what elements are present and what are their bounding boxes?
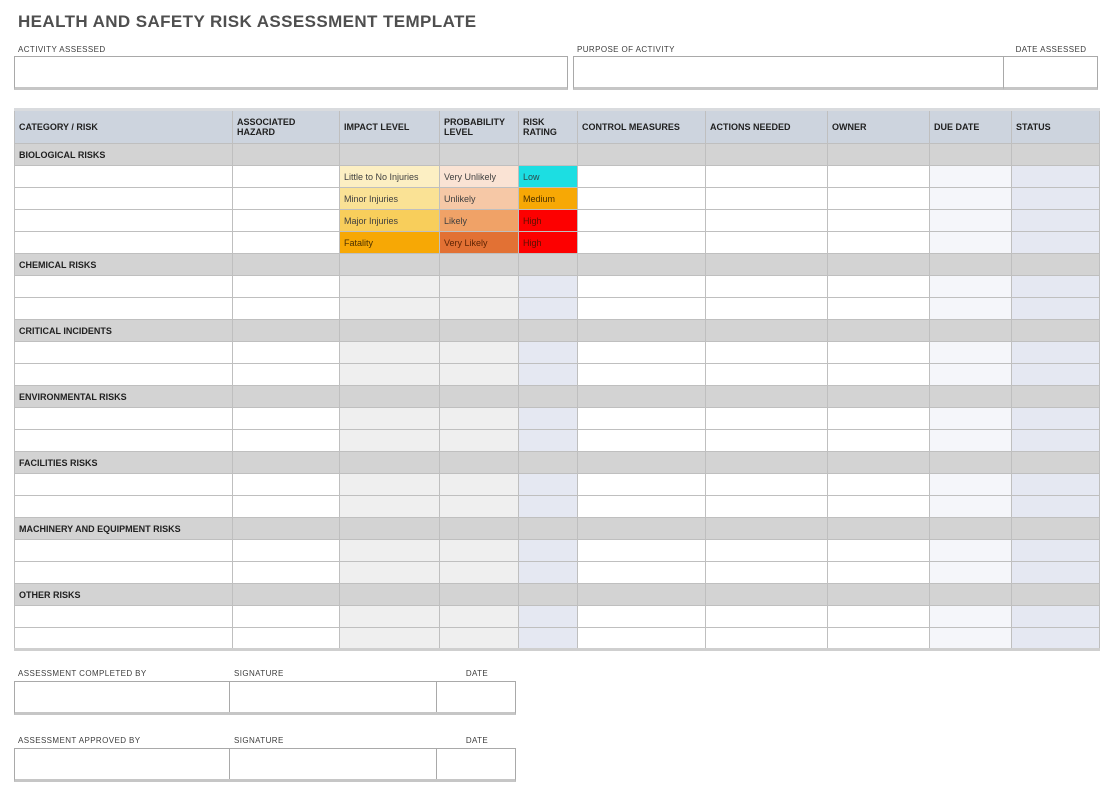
section-title-cell: CHEMICAL RISKS	[15, 254, 233, 276]
section-cell	[828, 584, 930, 606]
signature-label: SIGNATURE	[234, 669, 284, 678]
cell-risk-rating[interactable]: Medium	[519, 188, 578, 210]
section-cell	[519, 452, 578, 474]
cell-hazard[interactable]	[233, 474, 340, 496]
section-row-facilities	[15, 452, 1100, 474]
cell-owner[interactable]	[828, 298, 930, 320]
cell-control-measures[interactable]	[578, 210, 706, 232]
cell-control-measures[interactable]	[578, 188, 706, 210]
cell-owner[interactable]	[828, 474, 930, 496]
risk-row	[15, 474, 1100, 496]
column-header-due-date: DUE DATE	[930, 110, 1012, 144]
column-header-impact-level: IMPACT LEVEL	[340, 110, 440, 144]
cell-probability-level[interactable]	[440, 628, 519, 650]
section-cell	[1012, 518, 1100, 540]
table-header-row	[15, 110, 1100, 144]
cell-status[interactable]	[1012, 210, 1100, 232]
section-cell	[1012, 320, 1100, 342]
cell-due-date[interactable]	[930, 342, 1012, 364]
cell-category[interactable]	[15, 364, 233, 386]
cell-owner[interactable]	[828, 364, 930, 386]
section-cell	[930, 584, 1012, 606]
cell-actions-needed[interactable]	[706, 430, 828, 452]
cell-impact-level[interactable]: Minor Injuries	[340, 188, 440, 210]
assessment-completed-block	[14, 669, 516, 715]
section-cell	[233, 518, 340, 540]
section-cell	[706, 452, 828, 474]
cell-owner[interactable]	[828, 606, 930, 628]
cell-owner[interactable]	[828, 276, 930, 298]
cell-control-measures[interactable]	[578, 342, 706, 364]
cell-probability-level[interactable]	[440, 606, 519, 628]
section-cell	[706, 144, 828, 166]
cell-hazard[interactable]	[233, 232, 340, 254]
section-cell	[340, 518, 440, 540]
cell-probability-level[interactable]	[440, 408, 519, 430]
cell-category[interactable]	[15, 342, 233, 364]
section-row-biological	[15, 144, 1100, 166]
section-cell	[233, 254, 340, 276]
cell-category[interactable]	[15, 210, 233, 232]
cell-control-measures[interactable]	[578, 364, 706, 386]
cell-owner[interactable]	[828, 408, 930, 430]
cell-probability-level[interactable]	[440, 474, 519, 496]
section-row-critical-incidents	[15, 320, 1100, 342]
section-cell	[578, 584, 706, 606]
section-row-environmental	[15, 386, 1100, 408]
column-header-probability-level: PROBABILITY LEVEL	[440, 110, 519, 144]
cell-owner[interactable]	[828, 540, 930, 562]
section-cell	[828, 386, 930, 408]
cell-status[interactable]	[1012, 562, 1100, 584]
cell-status[interactable]	[1012, 606, 1100, 628]
section-title-cell: MACHINERY AND EQUIPMENT RISKS	[15, 518, 233, 540]
cell-risk-rating[interactable]	[519, 276, 578, 298]
cell-control-measures[interactable]	[578, 430, 706, 452]
cell-category[interactable]	[15, 166, 233, 188]
cell-category[interactable]	[15, 628, 233, 650]
section-cell	[578, 518, 706, 540]
cell-actions-needed[interactable]	[706, 298, 828, 320]
risk-assessment-table	[14, 108, 1100, 651]
section-cell	[233, 452, 340, 474]
cell-actions-needed[interactable]	[706, 342, 828, 364]
cell-due-date[interactable]	[930, 430, 1012, 452]
cell-risk-rating[interactable]: High	[519, 232, 578, 254]
cell-owner[interactable]	[828, 188, 930, 210]
section-title-cell: OTHER RISKS	[15, 584, 233, 606]
cell-control-measures[interactable]	[578, 276, 706, 298]
section-cell	[519, 320, 578, 342]
section-cell	[706, 320, 828, 342]
cell-risk-rating[interactable]	[519, 474, 578, 496]
cell-impact-level[interactable]	[340, 276, 440, 298]
cell-probability-level[interactable]	[440, 430, 519, 452]
section-cell	[340, 386, 440, 408]
approved-signature-box	[14, 748, 516, 782]
cell-category[interactable]	[15, 562, 233, 584]
cell-control-measures[interactable]	[578, 298, 706, 320]
cell-risk-rating[interactable]	[519, 496, 578, 518]
cell-category[interactable]	[15, 606, 233, 628]
section-title-cell: BIOLOGICAL RISKS	[15, 144, 233, 166]
completed-date-field[interactable]	[437, 682, 513, 712]
cell-actions-needed[interactable]	[706, 540, 828, 562]
section-title-cell: CRITICAL INCIDENTS	[15, 320, 233, 342]
cell-status[interactable]	[1012, 232, 1100, 254]
section-cell	[828, 518, 930, 540]
cell-impact-level[interactable]	[340, 408, 440, 430]
cell-owner[interactable]	[828, 210, 930, 232]
cell-due-date[interactable]	[930, 562, 1012, 584]
risk-row	[15, 188, 1100, 210]
section-cell	[440, 584, 519, 606]
cell-owner[interactable]	[828, 342, 930, 364]
cell-hazard[interactable]	[233, 540, 340, 562]
risk-row	[15, 364, 1100, 386]
cell-due-date[interactable]	[930, 540, 1012, 562]
cell-status[interactable]	[1012, 276, 1100, 298]
cell-hazard[interactable]	[233, 628, 340, 650]
assessment-approved-by-label: ASSESSMENT APPROVED BY	[18, 736, 141, 745]
cell-actions-needed[interactable]	[706, 364, 828, 386]
cell-impact-level[interactable]	[340, 628, 440, 650]
risk-row	[15, 496, 1100, 518]
section-cell	[578, 386, 706, 408]
column-header-category-risk: CATEGORY / RISK	[15, 110, 233, 144]
section-row-other	[15, 584, 1100, 606]
cell-status[interactable]	[1012, 496, 1100, 518]
cell-due-date[interactable]	[930, 276, 1012, 298]
cell-hazard[interactable]	[233, 606, 340, 628]
cell-status[interactable]	[1012, 166, 1100, 188]
purpose-of-activity-field-group	[573, 45, 1004, 90]
risk-row	[15, 342, 1100, 364]
column-header-status: STATUS	[1012, 110, 1100, 144]
cell-actions-needed[interactable]	[706, 188, 828, 210]
cell-control-measures[interactable]	[578, 628, 706, 650]
risk-row	[15, 166, 1100, 188]
cell-actions-needed[interactable]	[706, 562, 828, 584]
cell-status[interactable]	[1012, 364, 1100, 386]
cell-control-measures[interactable]	[578, 474, 706, 496]
cell-actions-needed[interactable]	[706, 496, 828, 518]
cell-impact-level[interactable]	[340, 496, 440, 518]
approved-date-field[interactable]	[437, 749, 513, 779]
section-cell	[706, 584, 828, 606]
cell-probability-level[interactable]	[440, 342, 519, 364]
page-title: HEALTH AND SAFETY RISK ASSESSMENT TEMPLATE	[18, 12, 477, 31]
section-cell	[233, 584, 340, 606]
column-header-risk-rating: RISK RATING	[519, 110, 578, 144]
cell-due-date[interactable]	[930, 298, 1012, 320]
section-row-chemical	[15, 254, 1100, 276]
cell-owner[interactable]	[828, 232, 930, 254]
cell-actions-needed[interactable]	[706, 474, 828, 496]
approved-labels-row	[14, 736, 516, 748]
section-cell	[440, 254, 519, 276]
completed-signature-field[interactable]	[230, 682, 437, 712]
cell-hazard[interactable]	[233, 364, 340, 386]
cell-owner[interactable]	[828, 430, 930, 452]
section-cell	[828, 144, 930, 166]
cell-due-date[interactable]	[930, 232, 1012, 254]
column-header-associated-hazard: ASSOCIATED HAZARD	[233, 110, 340, 144]
risk-row	[15, 562, 1100, 584]
cell-control-measures[interactable]	[578, 562, 706, 584]
cell-status[interactable]	[1012, 188, 1100, 210]
date-label: DATE	[465, 669, 489, 678]
cell-actions-needed[interactable]	[706, 232, 828, 254]
section-cell	[440, 452, 519, 474]
section-cell	[828, 254, 930, 276]
cell-probability-level[interactable]	[440, 540, 519, 562]
column-header-owner: OWNER	[828, 110, 930, 144]
cell-due-date[interactable]	[930, 496, 1012, 518]
assessment-completed-by-label: ASSESSMENT COMPLETED BY	[18, 669, 147, 678]
section-cell	[930, 320, 1012, 342]
section-cell	[519, 584, 578, 606]
cell-impact-level[interactable]	[340, 606, 440, 628]
activity-assessed-label: ACTIVITY ASSESSED	[18, 45, 106, 54]
cell-impact-level[interactable]	[340, 562, 440, 584]
cell-control-measures[interactable]	[578, 496, 706, 518]
section-cell	[578, 254, 706, 276]
cell-actions-needed[interactable]	[706, 408, 828, 430]
cell-status[interactable]	[1012, 342, 1100, 364]
completed-labels-row	[14, 669, 516, 681]
cell-risk-rating[interactable]: High	[519, 210, 578, 232]
approved-signature-field[interactable]	[230, 749, 437, 779]
cell-probability-level[interactable]	[440, 364, 519, 386]
cell-probability-level[interactable]	[440, 562, 519, 584]
cell-hazard[interactable]	[233, 562, 340, 584]
cell-due-date[interactable]	[930, 166, 1012, 188]
cell-category[interactable]	[15, 540, 233, 562]
column-header-control-measures: CONTROL MEASURES	[578, 110, 706, 144]
section-cell	[233, 320, 340, 342]
cell-risk-rating[interactable]	[519, 298, 578, 320]
section-cell	[930, 386, 1012, 408]
risk-row	[15, 298, 1100, 320]
cell-status[interactable]	[1012, 474, 1100, 496]
section-cell	[1012, 144, 1100, 166]
cell-impact-level[interactable]	[340, 474, 440, 496]
risk-row	[15, 606, 1100, 628]
cell-actions-needed[interactable]	[706, 210, 828, 232]
section-cell	[1012, 254, 1100, 276]
cell-category[interactable]	[15, 496, 233, 518]
cell-risk-rating[interactable]	[519, 606, 578, 628]
section-row-machinery-equipment	[15, 518, 1100, 540]
cell-due-date[interactable]	[930, 606, 1012, 628]
cell-due-date[interactable]	[930, 210, 1012, 232]
cell-category[interactable]	[15, 232, 233, 254]
section-cell	[930, 452, 1012, 474]
cell-probability-level[interactable]: Very Likely	[440, 232, 519, 254]
section-cell	[519, 386, 578, 408]
cell-control-measures[interactable]	[578, 166, 706, 188]
date-assessed-label: DATE ASSESSED	[1015, 45, 1087, 54]
cell-category[interactable]	[15, 188, 233, 210]
signature-label: SIGNATURE	[234, 736, 284, 745]
cell-owner[interactable]	[828, 562, 930, 584]
cell-control-measures[interactable]	[578, 606, 706, 628]
section-cell	[233, 144, 340, 166]
section-cell	[519, 144, 578, 166]
cell-impact-level[interactable]: Little to No Injuries	[340, 166, 440, 188]
cell-risk-rating[interactable]	[519, 628, 578, 650]
section-title-cell: ENVIRONMENTAL RISKS	[15, 386, 233, 408]
cell-hazard[interactable]	[233, 496, 340, 518]
cell-hazard[interactable]	[233, 210, 340, 232]
cell-hazard[interactable]	[233, 430, 340, 452]
section-cell	[578, 452, 706, 474]
cell-status[interactable]	[1012, 430, 1100, 452]
section-cell	[1012, 452, 1100, 474]
cell-risk-rating[interactable]	[519, 408, 578, 430]
cell-control-measures[interactable]	[578, 408, 706, 430]
section-cell	[440, 144, 519, 166]
cell-probability-level[interactable]	[440, 276, 519, 298]
cell-hazard[interactable]	[233, 408, 340, 430]
section-cell	[440, 386, 519, 408]
cell-hazard[interactable]	[233, 166, 340, 188]
cell-hazard[interactable]	[233, 298, 340, 320]
cell-risk-rating[interactable]	[519, 364, 578, 386]
cell-probability-level[interactable]	[440, 496, 519, 518]
cell-impact-level[interactable]	[340, 298, 440, 320]
cell-status[interactable]	[1012, 298, 1100, 320]
cell-owner[interactable]	[828, 628, 930, 650]
completed-signature-box	[14, 681, 516, 715]
section-title-cell: FACILITIES RISKS	[15, 452, 233, 474]
cell-owner[interactable]	[828, 166, 930, 188]
top-fields	[14, 45, 1098, 90]
section-cell	[930, 254, 1012, 276]
risk-row	[15, 430, 1100, 452]
section-cell	[578, 144, 706, 166]
assessment-approved-block	[14, 736, 516, 782]
cell-impact-level[interactable]: Fatality	[340, 232, 440, 254]
cell-hazard[interactable]	[233, 188, 340, 210]
risk-row	[15, 628, 1100, 650]
cell-risk-rating[interactable]	[519, 342, 578, 364]
cell-actions-needed[interactable]	[706, 628, 828, 650]
risk-row	[15, 210, 1100, 232]
section-cell	[340, 254, 440, 276]
purpose-of-activity-input[interactable]	[573, 56, 1004, 90]
section-cell	[828, 320, 930, 342]
cell-impact-level[interactable]	[340, 364, 440, 386]
cell-impact-level[interactable]	[340, 430, 440, 452]
risk-row	[15, 408, 1100, 430]
cell-impact-level[interactable]: Major Injuries	[340, 210, 440, 232]
cell-due-date[interactable]	[930, 628, 1012, 650]
cell-risk-rating[interactable]: Low	[519, 166, 578, 188]
cell-hazard[interactable]	[233, 342, 340, 364]
section-cell	[340, 144, 440, 166]
section-cell	[440, 518, 519, 540]
section-cell	[578, 320, 706, 342]
cell-category[interactable]	[15, 276, 233, 298]
date-label: DATE	[465, 736, 489, 745]
section-cell	[706, 518, 828, 540]
section-cell	[1012, 584, 1100, 606]
section-cell	[233, 386, 340, 408]
section-cell	[706, 386, 828, 408]
risk-row	[15, 276, 1100, 298]
cell-impact-level[interactable]	[340, 540, 440, 562]
activity-assessed-field-group	[14, 45, 568, 90]
section-cell	[440, 320, 519, 342]
cell-risk-rating[interactable]	[519, 430, 578, 452]
approved-by-field[interactable]	[15, 749, 230, 779]
cell-due-date[interactable]	[930, 364, 1012, 386]
section-cell	[828, 452, 930, 474]
cell-probability-level[interactable]: Very Unlikely	[440, 166, 519, 188]
risk-row	[15, 232, 1100, 254]
cell-risk-rating[interactable]	[519, 562, 578, 584]
section-cell	[930, 144, 1012, 166]
cell-status[interactable]	[1012, 628, 1100, 650]
completed-by-field[interactable]	[15, 682, 230, 712]
risk-row	[15, 540, 1100, 562]
cell-probability-level[interactable]: Likely	[440, 210, 519, 232]
section-cell	[519, 518, 578, 540]
cell-actions-needed[interactable]	[706, 606, 828, 628]
cell-actions-needed[interactable]	[706, 166, 828, 188]
section-cell	[340, 320, 440, 342]
cell-due-date[interactable]	[930, 474, 1012, 496]
section-cell	[930, 518, 1012, 540]
section-cell	[519, 254, 578, 276]
cell-status[interactable]	[1012, 408, 1100, 430]
section-cell	[340, 452, 440, 474]
cell-category[interactable]	[15, 298, 233, 320]
cell-status[interactable]	[1012, 540, 1100, 562]
purpose-of-activity-label: PURPOSE OF ACTIVITY	[577, 45, 675, 54]
cell-impact-level[interactable]	[340, 342, 440, 364]
cell-probability-level[interactable]: Unlikely	[440, 188, 519, 210]
cell-due-date[interactable]	[930, 408, 1012, 430]
cell-control-measures[interactable]	[578, 232, 706, 254]
section-cell	[340, 584, 440, 606]
cell-hazard[interactable]	[233, 276, 340, 298]
cell-actions-needed[interactable]	[706, 276, 828, 298]
date-assessed-input[interactable]	[1003, 56, 1098, 90]
cell-category[interactable]	[15, 430, 233, 452]
cell-probability-level[interactable]	[440, 298, 519, 320]
column-header-actions-needed: ACTIONS NEEDED	[706, 110, 828, 144]
cell-owner[interactable]	[828, 496, 930, 518]
cell-risk-rating[interactable]	[519, 540, 578, 562]
cell-due-date[interactable]	[930, 188, 1012, 210]
cell-control-measures[interactable]	[578, 540, 706, 562]
cell-category[interactable]	[15, 474, 233, 496]
section-cell	[1012, 386, 1100, 408]
date-assessed-field-group	[1004, 45, 1098, 90]
cell-category[interactable]	[15, 408, 233, 430]
section-cell	[706, 254, 828, 276]
activity-assessed-input[interactable]	[14, 56, 568, 90]
